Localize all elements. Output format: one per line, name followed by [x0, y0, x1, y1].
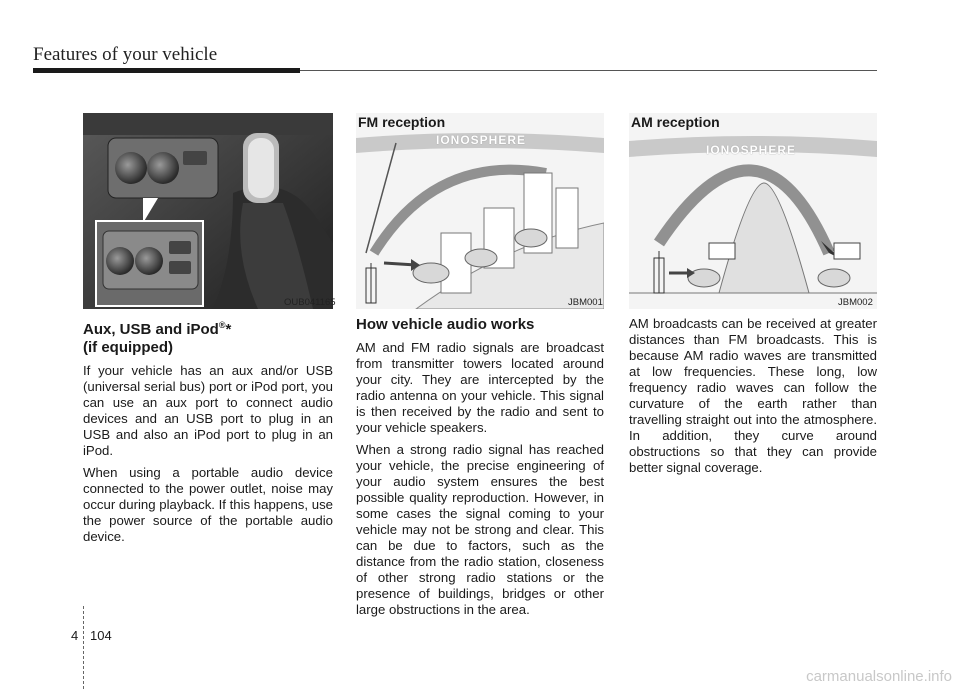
fm-reception-label: FM reception — [358, 114, 446, 130]
am-ionosphere-label: IONOSPHERE — [706, 143, 797, 157]
column-aux-usb — [83, 316, 333, 551]
column-am-reception — [629, 316, 877, 482]
column-audio-works — [356, 316, 604, 624]
footer-divider — [83, 606, 85, 689]
footer-chapter-number: 4 — [71, 628, 79, 643]
figure-code-usb: OUB041165 — [284, 297, 336, 308]
aux-usb-paragraph-1: If your vehicle has an aux and/or USB (universal serial bus) port or iPod port, you can use an aux port to connect audio devices and an USB port to plug in an USB and also an iPod port to plug in an iPod. — [83, 363, 333, 458]
fm-ionosphere-label: IONOSPHERE — [436, 133, 527, 147]
aux-usb-paragraph-2: When using a portable audio device connected to the power outlet, noise may occur during playback. If this happens, use the power source of the portable audio device. — [83, 465, 333, 544]
footer-page-number: 104 — [90, 628, 112, 643]
usb-port-photo — [83, 113, 333, 309]
audio-works-title: How vehicle audio works — [356, 316, 535, 333]
audio-works-paragraph-2: When a strong radio signal has reached your vehicle, the precise engineering of your audio system ensures the best possible quality reproduction. However, in some cases the signal coming to your vehicle may not be strong and clear. This can be due to factors, such as the distance from the radio station, closeness of other strong radio stations or the presence of buildings, bridges or other large obstructions in the area. — [356, 442, 604, 617]
header-bar — [33, 68, 300, 73]
aux-usb-title: Aux, USB and iPod®* (if equipped) — [83, 320, 232, 356]
figure-code-fm: JBM001 — [568, 297, 603, 308]
header-rule — [300, 70, 877, 71]
watermark: carmanualsonline.info — [806, 668, 952, 685]
page-header-title: Features of your vehicle — [33, 44, 218, 65]
figure-code-am: JBM002 — [838, 297, 873, 308]
am-reception-paragraph: AM broadcasts can be received at greater distances than FM broadcasts. This is because AM radio waves are transmitted at low frequencies. These long, low frequency radio waves can follow the curvature of the earth rather than travelling straight out into the atmosphere. In addition, they curve around obstructions so that they can provide better signal coverage. — [629, 316, 877, 475]
audio-works-paragraph-1: AM and FM radio signals are broadcast from transmitter towers located around your city. They are intercepted by the radio antenna on your vehicle. This signal is then received by the radio and sent to your vehicle speakers. — [356, 340, 604, 435]
am-reception-label: AM reception — [631, 114, 720, 130]
